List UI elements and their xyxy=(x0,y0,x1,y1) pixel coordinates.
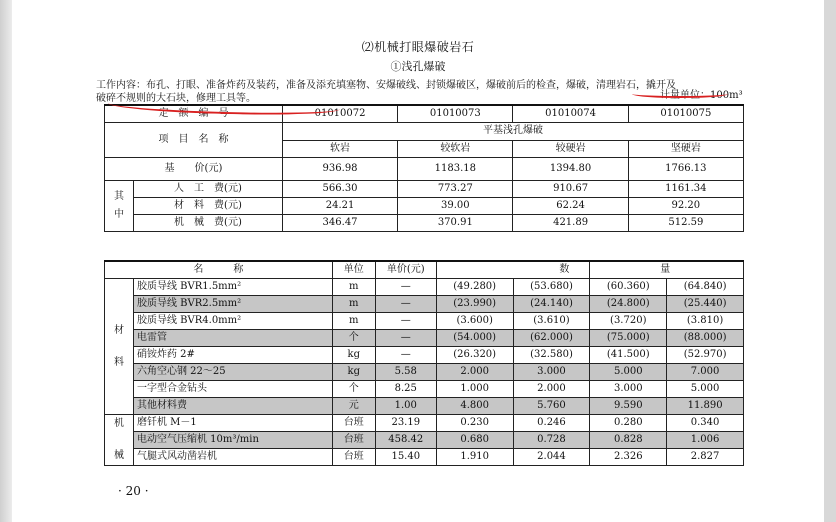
resource-quantity: (60.360) xyxy=(590,279,667,296)
quota-code: 01010072 xyxy=(282,105,397,123)
machine-cost: 512.59 xyxy=(628,215,743,232)
item-name-label: 项 目 名 称 xyxy=(105,123,283,158)
material-cost: 24.21 xyxy=(282,198,397,215)
resource-quantity: 7.000 xyxy=(667,364,744,381)
resource-name: 电动空气压缩机 10m³/min xyxy=(134,432,333,449)
material-cost: 39.00 xyxy=(398,198,513,215)
quota-code: 01010075 xyxy=(628,105,743,123)
material-row xyxy=(105,330,744,347)
resource-price: 458.42 xyxy=(375,432,436,449)
resource-quantity: (64.840) xyxy=(667,279,744,296)
resource-quantity: 2.827 xyxy=(667,449,744,466)
base-price: 1766.13 xyxy=(628,158,743,181)
resource-price: — xyxy=(375,347,436,364)
material-row xyxy=(105,364,744,381)
resource-quantity: (3.600) xyxy=(436,313,513,330)
resource-quantity: (32.580) xyxy=(513,347,590,364)
resource-price: 8.25 xyxy=(375,381,436,398)
material-label: 材 料 费(元) xyxy=(134,198,283,215)
machine-label: 机 械 费(元) xyxy=(134,215,283,232)
resource-quantity: (49.280) xyxy=(436,279,513,296)
resource-quantity: (24.800) xyxy=(590,296,667,313)
machinery-label-char: 械 xyxy=(114,450,124,461)
resource-quantity: 5.000 xyxy=(590,364,667,381)
labor-cost: 910.67 xyxy=(513,181,628,198)
labor-cost: 566.30 xyxy=(282,181,397,198)
quota-code: 01010074 xyxy=(513,105,628,123)
base-price-label: 基 价(元) xyxy=(105,158,283,181)
material-cost: 92.20 xyxy=(628,198,743,215)
resource-quantity: 0.728 xyxy=(513,432,590,449)
resource-quantity: 2.000 xyxy=(513,381,590,398)
material-row xyxy=(105,279,744,296)
resource-price: 5.58 xyxy=(375,364,436,381)
quota-code: 01010073 xyxy=(398,105,513,123)
group-header-row xyxy=(105,123,744,141)
material-row xyxy=(105,296,744,313)
resource-price: 15.40 xyxy=(375,449,436,466)
resource-name: 胶质导线 BVR4.0mm² xyxy=(134,313,333,330)
base-price: 1183.18 xyxy=(398,158,513,181)
rock-type: 较硬岩 xyxy=(513,140,628,158)
among-label-char: 其 xyxy=(114,191,124,202)
materials-label-char: 材 xyxy=(114,324,124,336)
labor-label: 人 工 费(元) xyxy=(134,181,283,198)
resource-name: 其他材料费 xyxy=(134,398,333,415)
resource-quantity: (52.970) xyxy=(667,347,744,364)
resource-name: 胶质导线 BVR1.5mm² xyxy=(134,279,333,296)
red-annotation-underline xyxy=(632,90,728,98)
resource-quantity: 5.760 xyxy=(513,398,590,415)
resource-quantity: (41.500) xyxy=(590,347,667,364)
resource-quantity: 0.340 xyxy=(667,415,744,432)
resource-name: 电雷管 xyxy=(134,330,333,347)
resource-quantity: (62.000) xyxy=(513,330,590,347)
resource-quantity: (54.000) xyxy=(436,330,513,347)
rock-type: 软岩 xyxy=(282,140,397,158)
resource-quantity: (26.320) xyxy=(436,347,513,364)
group-header: 平基浅孔爆破 xyxy=(282,123,743,141)
machinery-row xyxy=(105,415,744,432)
resource-quantity: (88.000) xyxy=(667,330,744,347)
resource-unit: m xyxy=(332,279,375,296)
resource-unit: 台班 xyxy=(332,432,375,449)
resource-quantity: (3.810) xyxy=(667,313,744,330)
quantity-header-1: 数 xyxy=(436,261,590,279)
resource-quantity: (53.680) xyxy=(513,279,590,296)
machine-cost: 421.89 xyxy=(513,215,628,232)
material-cost: 62.24 xyxy=(513,198,628,215)
resource-quantity: 0.246 xyxy=(513,415,590,432)
resource-unit: 个 xyxy=(332,330,375,347)
labor-row xyxy=(105,181,744,198)
name-header: 名 称 xyxy=(105,261,333,279)
resource-quantity: 5.000 xyxy=(667,381,744,398)
resource-quantity: 1.910 xyxy=(436,449,513,466)
page-edge xyxy=(0,0,12,522)
quota-label: 定 额 编 号 xyxy=(105,105,283,123)
resource-name: 气腿式风动凿岩机 xyxy=(134,449,333,466)
material-row xyxy=(105,398,744,415)
resource-unit: 台班 xyxy=(332,415,375,432)
resource-quantity: 4.800 xyxy=(436,398,513,415)
subsection-title: ①浅孔爆破 xyxy=(390,60,446,73)
resource-name: 磨钎机 M－1 xyxy=(134,415,333,432)
resource-quantity: 11.890 xyxy=(667,398,744,415)
resource-quantity: 2.326 xyxy=(590,449,667,466)
resource-quantity: (75.000) xyxy=(590,330,667,347)
resource-rows xyxy=(105,261,744,466)
resource-quantity: 9.590 xyxy=(590,398,667,415)
resource-unit: m xyxy=(332,313,375,330)
resource-unit: 个 xyxy=(332,381,375,398)
measurement-unit: 计量单位：100m³ xyxy=(660,90,743,101)
quota-summary-table xyxy=(104,104,744,232)
rock-type: 较软岩 xyxy=(398,140,513,158)
page-number: · 20 · xyxy=(118,484,149,498)
machine-row xyxy=(105,215,744,232)
resource-quantity: (25.440) xyxy=(667,296,744,313)
resource-unit: 台班 xyxy=(332,449,375,466)
resource-quantity: 2.000 xyxy=(436,364,513,381)
resource-name: 硝铵炸药 2# xyxy=(134,347,333,364)
machine-cost: 346.47 xyxy=(282,215,397,232)
rock-type: 坚硬岩 xyxy=(628,140,743,158)
base-price: 936.98 xyxy=(282,158,397,181)
quantity-header-2: 量 xyxy=(590,261,744,279)
among-label xyxy=(105,181,134,232)
materials-label-char: 料 xyxy=(114,356,124,368)
work-content-line-1: 工作内容：布孔、打眼、准备炸药及装药，准备及添充填塞物、安爆破线、封锁爆破区，爆破前后的检查，爆破，清理岩石，撬开及 xyxy=(96,80,676,91)
material-row xyxy=(105,313,744,330)
labor-cost: 1161.34 xyxy=(628,181,743,198)
unit-header: 单位 xyxy=(332,261,375,279)
resource-quantity: 3.000 xyxy=(590,381,667,398)
work-content-line-2: 破碎不规则的大石块，修理工具等。 xyxy=(96,93,256,104)
machinery-row xyxy=(105,449,744,466)
resource-quantity: 3.000 xyxy=(513,364,590,381)
material-row xyxy=(105,381,744,398)
resource-quantity: 0.230 xyxy=(436,415,513,432)
machinery-group-label xyxy=(105,415,134,466)
resource-unit: 元 xyxy=(332,398,375,415)
resource-unit: kg xyxy=(332,364,375,381)
resource-price: 23.19 xyxy=(375,415,436,432)
resource-quantity: (24.140) xyxy=(513,296,590,313)
resource-quantity: (3.610) xyxy=(513,313,590,330)
section-title: ⑵机械打眼爆破岩石 xyxy=(361,40,475,54)
among-label-char: 中 xyxy=(114,209,124,220)
machinery-label-char: 机 xyxy=(114,418,124,429)
resource-unit: m xyxy=(332,296,375,313)
price-header: 单价(元) xyxy=(375,261,436,279)
resource-quantity: 2.044 xyxy=(513,449,590,466)
resource-price: — xyxy=(375,330,436,347)
resource-name: 一字型合金钻头 xyxy=(134,381,333,398)
labor-cost: 773.27 xyxy=(398,181,513,198)
machine-cost: 370.91 xyxy=(398,215,513,232)
machinery-row xyxy=(105,432,744,449)
resource-quantity: 1.000 xyxy=(436,381,513,398)
resource-price: — xyxy=(375,279,436,296)
material-row xyxy=(105,347,744,364)
base-price: 1394.80 xyxy=(513,158,628,181)
resource-price: — xyxy=(375,313,436,330)
resource-quantity: 0.280 xyxy=(590,415,667,432)
resource-name: 胶质导线 BVR2.5mm² xyxy=(134,296,333,313)
resource-quantity: (23.990) xyxy=(436,296,513,313)
base-price-row xyxy=(105,158,744,181)
resource-quantity: 1.006 xyxy=(667,432,744,449)
resource-name: 六角空心钢 22～25 xyxy=(134,364,333,381)
resource-consumption-table xyxy=(104,260,744,466)
resource-price: — xyxy=(375,296,436,313)
material-row xyxy=(105,198,744,215)
resource-quantity: 0.828 xyxy=(590,432,667,449)
resource-header-row xyxy=(105,261,744,279)
resource-quantity: 0.680 xyxy=(436,432,513,449)
document-page xyxy=(12,0,824,522)
resource-price: 1.00 xyxy=(375,398,436,415)
resource-quantity: (3.720) xyxy=(590,313,667,330)
materials-group-label xyxy=(105,279,134,415)
resource-unit: kg xyxy=(332,347,375,364)
